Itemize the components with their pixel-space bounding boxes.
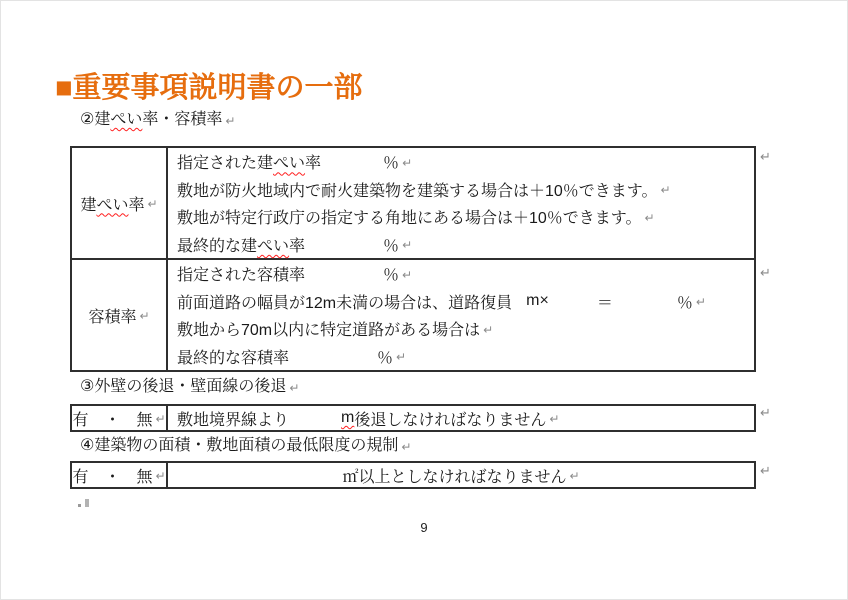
paragraph-mark: ↵ — [155, 469, 166, 483]
setback-table — [70, 404, 756, 432]
text-segment: 率 — [289, 237, 306, 255]
table-line — [168, 406, 754, 430]
text-segment: m× — [526, 292, 549, 310]
text-segment: 指定された建 — [177, 155, 274, 173]
text-segment: ％ — [383, 267, 400, 285]
text-segment: 有 ・ 無 — [72, 411, 153, 429]
stray-cursor-mark — [85, 499, 89, 507]
table-line — [168, 315, 754, 343]
paragraph-mark: ↵ — [289, 381, 300, 395]
text-segment: 後退しなければなりません — [354, 411, 547, 429]
text-segment: 敷地が特定行政庁の指定する角地にある場合は＋10％できます。 — [177, 210, 642, 228]
text-segment: 率・容積率 — [142, 111, 223, 128]
paragraph-mark: ↵ — [396, 350, 407, 365]
table-row-yosekiritsu — [72, 260, 754, 370]
paragraph-mark: ↵ — [483, 322, 494, 337]
paragraph-mark: ↵ — [569, 469, 580, 483]
row-label-ari-nashi — [72, 463, 168, 487]
text-segment: 容積率 — [88, 308, 137, 326]
table-line — [168, 343, 754, 371]
row-content-minimum-area — [168, 463, 754, 487]
table-line — [168, 203, 754, 231]
paragraph-mark: ↵ — [402, 238, 413, 253]
paragraph-mark: ↵ — [401, 440, 412, 454]
text-segment: 建 — [80, 196, 97, 214]
row-label-yosekiritsu — [72, 260, 168, 370]
table-line — [168, 176, 754, 204]
table-line — [168, 463, 754, 487]
heading-menseki-kisei — [80, 436, 411, 456]
heading-gaiheki-kotai — [80, 377, 299, 397]
table-row-minimum-area — [72, 463, 754, 487]
stray-cursor-mark — [78, 504, 81, 507]
paragraph-mark: ↵ — [549, 412, 560, 426]
text-segment: 率 — [128, 196, 145, 214]
text-segment: 指定された容積率 — [177, 267, 306, 285]
text-segment: ぺい — [273, 155, 306, 173]
table-line — [168, 288, 754, 316]
text-segment: ％ — [383, 155, 400, 173]
text-segment: ぺい — [110, 111, 143, 128]
table-row-setback — [72, 406, 754, 430]
table-row-kenpeiritsu — [72, 148, 754, 260]
paragraph-mark: ↵ — [147, 197, 158, 211]
row-content-kenpeiritsu — [168, 148, 754, 258]
text-segment: 敷地境界線より — [177, 411, 290, 429]
text-segment: ％ — [676, 294, 693, 312]
text-segment: ぺい — [96, 196, 129, 214]
paragraph-mark: ↵ — [660, 183, 671, 198]
ratio-table — [70, 146, 756, 372]
text-segment: ②建 — [80, 111, 111, 128]
row-content-yosekiritsu — [168, 260, 754, 370]
table-line — [168, 231, 754, 259]
table-line — [168, 260, 754, 288]
text-segment: 率 — [305, 155, 322, 173]
text-segment: ＝ — [596, 294, 613, 312]
text-segment: ％ — [377, 349, 394, 367]
text-segment: 最終的な建 — [177, 237, 258, 255]
text-segment: 最終的な容積率 — [177, 349, 290, 367]
paragraph-mark: ↵ — [760, 265, 771, 280]
paragraph-mark: ↵ — [139, 309, 150, 323]
text-segment: 敷地から70m以内に特定道路がある場合は — [177, 322, 481, 340]
paragraph-mark: ↵ — [760, 149, 771, 164]
paragraph-mark: ↵ — [402, 267, 413, 282]
page-number: 9 — [420, 520, 428, 535]
row-label-kenpeiritsu — [72, 148, 168, 258]
text-segment: 有 ・ 無 — [72, 468, 153, 486]
paragraph-mark: ↵ — [402, 155, 413, 170]
text-segment: ③外壁の後退・壁面線の後退 — [80, 378, 287, 395]
minimum-area-table — [70, 461, 756, 489]
paragraph-mark: ↵ — [225, 114, 236, 128]
row-content-setback — [168, 406, 754, 430]
page-title: ■重要事項説明書の一部 — [55, 72, 363, 104]
text-segment: ％ — [383, 237, 400, 255]
paragraph-mark: ↵ — [760, 405, 771, 420]
text-segment: ㎡以上としなければなりません — [342, 468, 567, 486]
paragraph-mark: ↵ — [695, 295, 706, 310]
heading-kenpei-yosekiritsu — [80, 110, 235, 130]
text-segment: ④建築物の面積・敷地面積の最低限度の規制 — [80, 437, 399, 454]
text-segment: ぺい — [257, 237, 290, 255]
paragraph-mark: ↵ — [155, 412, 166, 426]
text-segment: 敷地が防火地域内で耐火建築物を建築する場合は＋10％できます。 — [177, 182, 658, 200]
paragraph-mark: ↵ — [760, 463, 771, 478]
row-label-ari-nashi — [72, 406, 168, 430]
paragraph-mark: ↵ — [644, 210, 655, 225]
text-segment: 前面道路の幅員が12m未満の場合は、道路復員 — [177, 294, 513, 312]
table-line — [168, 148, 754, 176]
text-segment: m — [341, 409, 355, 426]
